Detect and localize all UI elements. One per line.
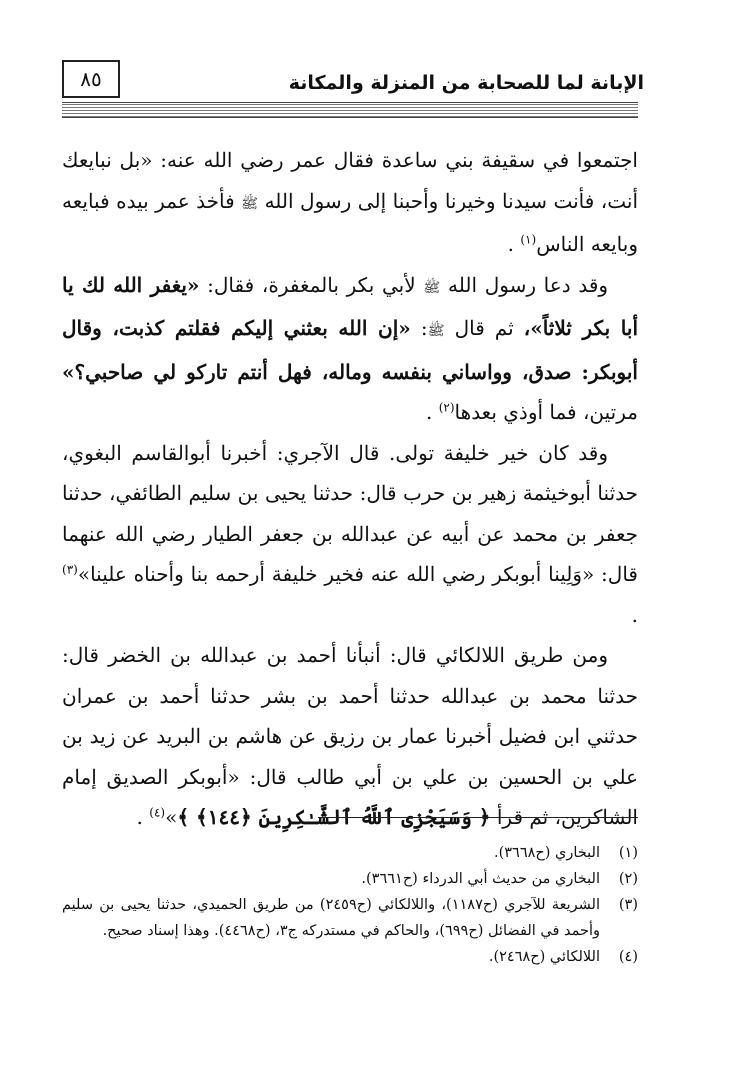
footnote-ref-3: (٣) xyxy=(62,562,78,577)
footnote-divider xyxy=(318,817,638,818)
footnote-text: البخاري (ح٣٦٦٨). xyxy=(493,845,600,861)
quran-verse: ﴿ وَسَيَجْزِى ٱللَّهُ ٱلشَّـٰكِرِينَ ﴿١٤٤﴾ ﴾ xyxy=(177,805,491,829)
footnote-text: اللالكائي (ح٢٤٦٨). xyxy=(488,949,600,965)
running-title: الإبانة لما للصحابة من المنزلة والمكانة xyxy=(288,72,644,94)
footnote-number: (٤) xyxy=(618,949,638,965)
footnote-item xyxy=(62,944,638,970)
header-divider xyxy=(62,102,638,118)
salutation-glyph: ﷺ xyxy=(241,195,259,212)
footnotes xyxy=(62,840,638,970)
paragraph-4: ومن طريق اللالكائي قال: أنبأنا أحمد بن عبدالله بن الخضر قال: حدثنا محمد بن عبدالله حدثنا أحمد بن بشر حدثنا أحمد بن عمران حدثني ابن فضيل أخبرنا عمار بن رزيق عن هاشم بن البريد عن زيد بن علي بن الحسين بن علي بن أبي طالب قال: «أبوبكر الصديق إمام الشاكرين، ثم قرأ ﴿ وَسَيَجْزِى ٱللَّهُ ٱلشَّـٰكِرِينَ ﴿١٤٤﴾ ﴾»$^{(٤)}$ . xyxy=(62,643,638,829)
footnote-ref-4: (٤) xyxy=(149,805,166,820)
bold-quote: «إن الله بعثني إليكم فقلتم كذبت، وقال أبوبكر: صدق، وواساني بنفسه وماله، فهل أنتم تاركو لي صاحبي؟» xyxy=(62,316,638,384)
footnote-ref-1: (١) xyxy=(520,232,537,247)
footnote-item xyxy=(62,892,638,944)
paragraph-2: وقد دعا رسول الله ﷺ لأبي بكر بالمغفرة، فقال: «يغفر الله لك يا أبا بكر ثلاثاً»، ثم قال ﷺ: «إن الله بعثني إليكم فقلتم كذبت، وقال أبوبكر: صدق، وواساني بنفسه وماله، فهل أنتم تاركو لي صاحبي؟» مرتين، فما أوذي بعدها$^{(٢)}$ . xyxy=(62,272,639,424)
page-number-box xyxy=(62,60,120,98)
main-text xyxy=(62,140,638,838)
footnote-text: الشريعة للآجري (ح١١٨٧)، واللالكائي (ح٢٤٥٩) من طريق الحميدي، حدثنا يحيى بن سليم وأحمد في الفضائل (ح٦٩٩)، والحاكم في مستدركه ج٣، (ح٤٤٦٨). وهذا إسناد صحيح. xyxy=(62,897,600,939)
page-number: ٨٥ xyxy=(80,67,102,91)
paragraph-1: اجتمعوا في سقيفة بني ساعدة فقال عمر رضي الله عنه: «بل نبايعك أنت، فأنت سيدنا وخيرنا وأحبنا إلى رسول الله ﷺ فأخذ عمر بيده فبايعه وبايعه الناس$^{(١)}$ . xyxy=(62,148,639,256)
bold-quote: «يغفر الله لك يا أبا بكر ثلاثاً»، xyxy=(62,272,639,340)
footnote-item xyxy=(62,866,638,892)
salutation-glyph: ﷺ xyxy=(423,279,441,296)
paragraph-3: وقد كان خير خليفة تولى. قال الآجري: أخبرنا أبوالقاسم البغوي، حدثنا أبوخيثمة زهير بن حرب قال: حدثنا يحيى بن سليم الطائفي، حدثنا جعفر بن محمد عن أبيه عن عبدالله بن جعفر الطيار رضي الله عنهما قال: «وَلِينا أبوبكر رضي الله عنه فخير خليفة أرحمه بنا وأحناه علينا»$^{(٣)}$ . xyxy=(62,440,638,627)
footnote-ref-2: (٢) xyxy=(438,400,455,415)
salutation-glyph: ﷺ xyxy=(427,323,445,339)
footnote-number: (٢) xyxy=(618,871,638,887)
footnote-number: (٣) xyxy=(618,897,638,913)
footnote-text: البخاري من حديث أبي الدرداء (ح٣٦٦١). xyxy=(361,871,600,887)
footnote-number: (١) xyxy=(618,845,638,861)
footnote-item xyxy=(62,840,638,866)
